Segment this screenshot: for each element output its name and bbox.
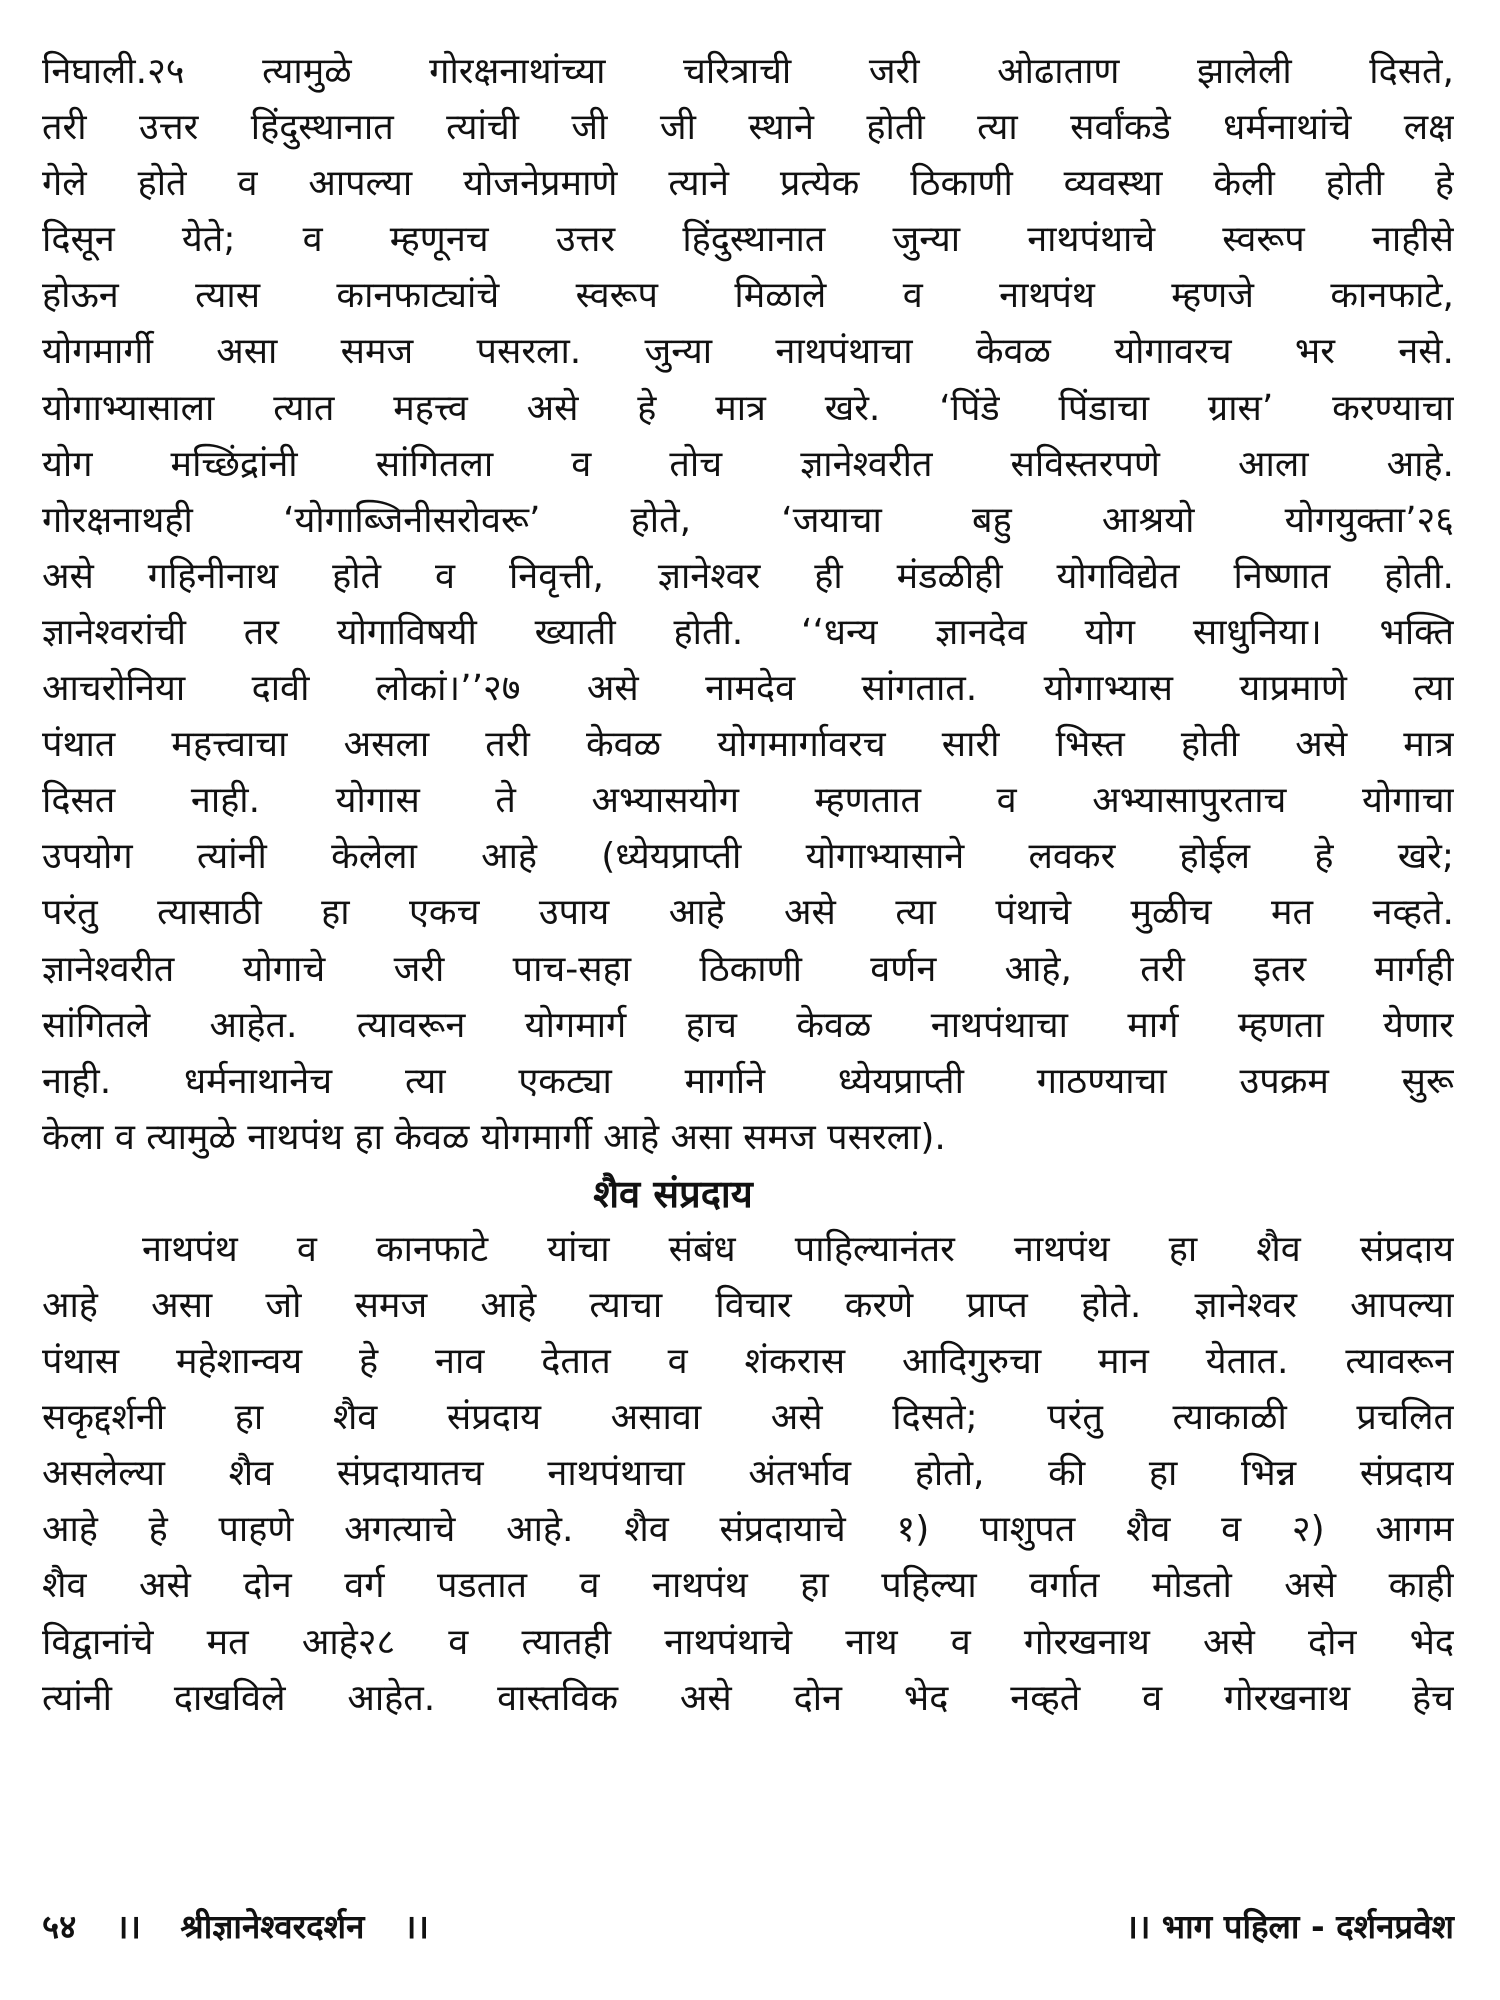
- text-line: दिसत नाही. योगास ते अभ्यासयोग म्हणतात व अभ्यासापुरताच योगाचा: [42, 780, 1454, 822]
- text-line: आहे असा जो समज आहे त्याचा विचार करणे प्राप्त होते. ज्ञानेश्वर आपल्या: [42, 1284, 1454, 1326]
- text-line: निघाली.२५ त्यामुळे गोरक्षनाथांच्या चरित्राची जरी ओढाताण झालेली दिसते,: [42, 51, 1454, 92]
- text-line: आहे हे पाहणे अगत्याचे आहे. शैव संप्रदायाचे १) पाशुपत शैव व २) आगम: [42, 1509, 1454, 1551]
- text-line: गेले होते व आपल्या योजनेप्रमाणे त्याने प्रत्येक ठिकाणी व्यवस्था केली होती हे: [42, 163, 1454, 205]
- text-line: केला व त्यामुळे नाथपंथ हा केवळ योगमार्गी आहे असा समज पसरला).: [42, 1116, 946, 1158]
- text-line: पंथात महत्त्वाचा असला तरी केवळ योगमार्गावरच सारी भिस्त होती असे मात्र: [42, 724, 1454, 766]
- part-title: ।। भाग पहिला - दर्शनप्रवेश: [1125, 1906, 1454, 1946]
- page-footer: [42, 1900, 1454, 1950]
- section-heading: शैव संप्रदाय: [593, 1171, 753, 1216]
- text-line: सांगितले आहेत. त्यावरून योगमार्ग हाच केवळ नाथपंथाचा मार्ग म्हणता येणार: [42, 1004, 1454, 1046]
- text-line: नाथपंथ व कानफाटे यांचा संबंध पाहिल्यानंतर नाथपंथ हा शैव संप्रदाय: [142, 1228, 1454, 1270]
- body-text: [42, 44, 1454, 1727]
- text-line: योग मच्छिंद्रांनी सांगितला व तोच ज्ञानेश्वरीत सविस्तरपणे आला आहे.: [42, 443, 1454, 485]
- text-line: असे गहिनीनाथ होते व निवृत्ती, ज्ञानेश्वर ही मंडळीही योगविद्येत निष्णात होती.: [42, 555, 1454, 597]
- page-number: ५४: [42, 1906, 77, 1946]
- text-line: योगाभ्यासाला त्यात महत्त्व असे हे मात्र खरे. ‘पिंडे पिंडाचा ग्रास’ करण्याचा: [42, 387, 1454, 429]
- footer-separator: ।।: [403, 1906, 429, 1946]
- text-line: ज्ञानेश्वरीत योगाचे जरी पाच-सहा ठिकाणी वर्णन आहे, तरी इतर मार्गही: [42, 948, 1454, 990]
- text-line: नाही. धर्मनाथानेच त्या एकट्या मार्गाने ध्येयप्राप्ती गाठण्याचा उपक्रम सुरू: [42, 1060, 1454, 1102]
- text-line: दिसून येते; व म्हणूनच उत्तर हिंदुस्थानात जुन्या नाथपंथाचे स्वरूप नाहीसे: [42, 219, 1454, 261]
- text-line: त्यांनी दाखविले आहेत. वास्तविक असे दोन भेद नव्हते व गोरखनाथ हेच: [42, 1677, 1454, 1719]
- text-line: होऊन त्यास कानफाट्यांचे स्वरूप मिळाले व नाथपंथ म्हणजे कानफाटे,: [42, 275, 1454, 317]
- text-line: योगमार्गी असा समज पसरला. जुन्या नाथपंथाचा केवळ योगावरच भर नसे.: [42, 331, 1454, 373]
- text-line: पंथास महेशान्वय हे नाव देतात व शंकरास आदिगुरुचा मान येतात. त्यावरून: [42, 1341, 1454, 1383]
- text-line: विद्वानांचे मत आहे२८ व त्यातही नाथपंथाचे नाथ व गोरखनाथ असे दोन भेद: [42, 1621, 1454, 1663]
- footer-separator: ।।: [115, 1906, 141, 1946]
- text-line: गोरक्षनाथही ‘योगाब्जिनीसरोवरू’ होते, ‘जयाचा बहु आश्रयो योगयुक्ता’२६: [42, 499, 1454, 541]
- book-title: श्रीज्ञानेश्वरदर्शन: [180, 1906, 365, 1946]
- text-line: ज्ञानेश्वरांची तर योगाविषयी ख्याती होती. ‘‘धन्य ज्ञानदेव योग साधुनिया। भक्ति: [42, 611, 1454, 653]
- text-line: उपयोग त्यांनी केलेला आहे (ध्येयप्राप्ती योगाभ्यासाने लवकर होईल हे खरे;: [42, 836, 1454, 878]
- footer-left: [42, 1903, 457, 1948]
- text-line: आचरोनिया दावी लोकां।’’२७ असे नामदेव सांगतात. योगाभ्यास याप्रमाणे त्या: [42, 668, 1454, 710]
- text-line: सकृद्दर्शनी हा शैव संप्रदाय असावा असे दिसते; परंतु त्याकाळी प्रचलित: [42, 1397, 1454, 1439]
- text-line: शैव असे दोन वर्ग पडतात व नाथपंथ हा पहिल्या वर्गात मोडतो असे काही: [42, 1565, 1454, 1607]
- text-line: असलेल्या शैव संप्रदायातच नाथपंथाचा अंतर्भाव होतो, की हा भिन्न संप्रदाय: [42, 1453, 1454, 1495]
- text-line: परंतु त्यासाठी हा एकच उपाय आहे असे त्या पंथाचे मुळीच मत नव्हते.: [42, 892, 1454, 934]
- text-line: तरी उत्तर हिंदुस्थानात त्यांची जी जी स्थाने होती त्या सर्वांकडे धर्मनाथांचे लक्ष: [42, 107, 1454, 149]
